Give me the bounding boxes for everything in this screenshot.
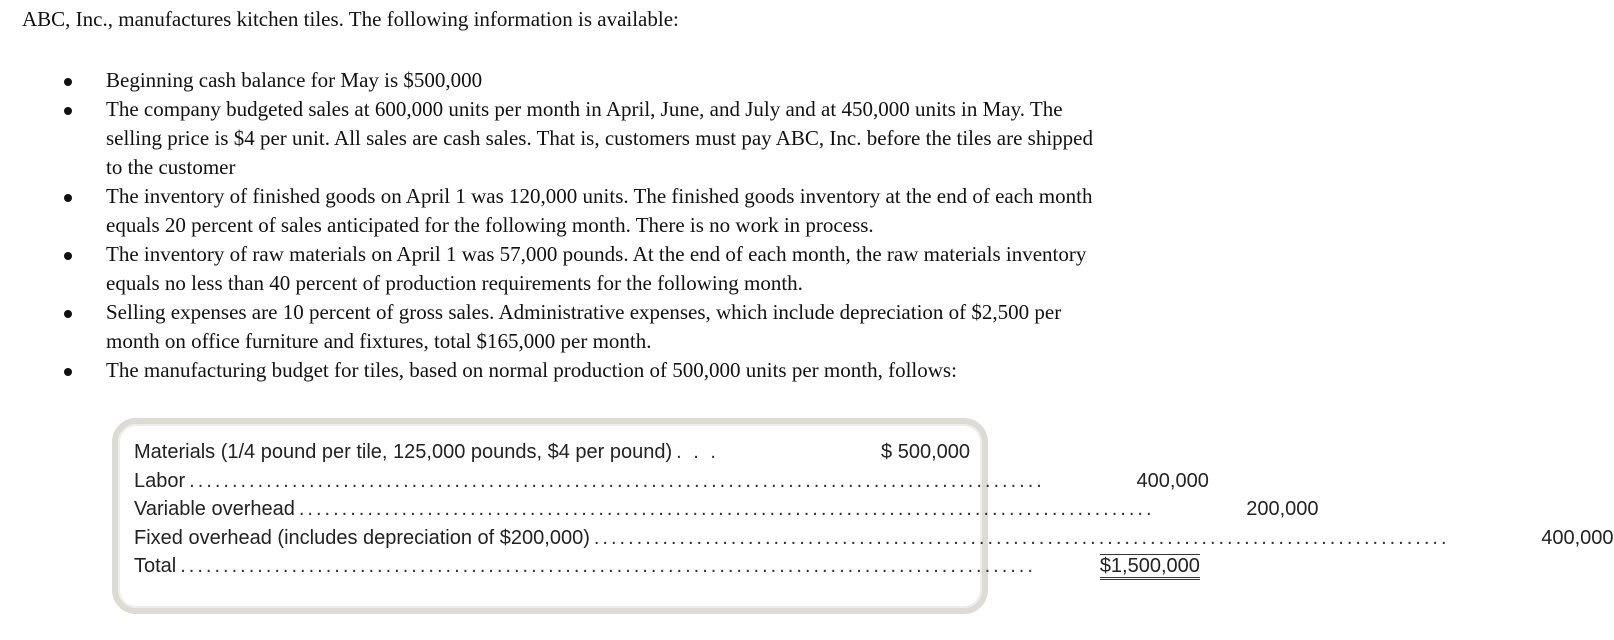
row-amount: 400,000 [1541,526,1614,549]
bullet-icon [64,368,72,376]
intro-text: ABC, Inc., manufactures kitchen tiles. The following information is available: [22,7,679,31]
bullet-icon [64,252,72,260]
dot-leader: .................................................................................................... [593,526,1450,549]
row-amount: $ 500,000 [881,441,970,463]
list-item-text: Beginning cash balance for May is $500,000 [106,68,483,92]
row-label: Labor [134,469,186,492]
list-item [0,298,1106,356]
bullet-icon [64,107,72,115]
dot-leader: . . . [676,441,719,463]
list-item [0,356,1106,385]
table-row [134,467,1209,496]
list-item [0,66,1106,95]
row-label: Fixed overhead (includes depreciation of $200,000) [134,526,590,549]
list-item [0,95,1106,182]
information-list [0,66,1176,385]
dot-leader: .................................................................................................... [189,469,1045,492]
list-item [0,182,1106,240]
list-item-text: Selling expenses are 10 percent of gross sales. Administrative expenses, which include depreciation of $2,500 per month on office furniture and fixtures, total $165,000 per month. [106,300,1062,353]
list-item-text: The inventory of finished goods on April 1 was 120,000 units. The finished goods inventory at the end of each month equals 20 percent of sales anticipated for the following month. There is no work in process. [106,184,1093,237]
list-item-text: The company budgeted sales at 600,000 units per month in April, June, and July and at 450,000 units in May. The selling price is $4 per unit. All sales are cash sales. That is, customers must pay ABC, Inc. before the tiles are shipped to the customer [106,97,1093,179]
row-label: Variable overhead [134,498,295,520]
list-item [0,240,1106,298]
row-amount: 200,000 [1246,498,1319,520]
bullet-icon [64,310,72,318]
bullet-icon [64,194,72,202]
total-amount: $1,500,000 [1100,554,1200,580]
table-row [134,524,1614,553]
total-amount-cell [1070,552,1200,581]
total-row [134,552,1200,581]
row-amount: 400,000 [1136,469,1209,492]
table-row [134,495,1319,524]
dot-leader: .................................................................................................... [180,555,1036,577]
total-label: Total [134,555,177,577]
list-item-text: The inventory of raw materials on April 1 was 57,000 pounds. At the end of each month, the raw materials inventory equals no less than 40 percent of production requirements for the following month. [106,242,1087,295]
list-item-text: The manufacturing budget for tiles, based on normal production of 500,000 units per month, follows: [106,358,957,382]
dot-leader: .................................................................................................... [298,498,1155,520]
table-row [134,438,970,467]
bullet-icon [64,78,72,86]
manufacturing-budget-table [134,438,1614,581]
manufacturing-budget-box [112,418,1614,614]
row-label: Materials (1/4 pound per tile, 125,000 pounds, $4 per pound) [134,441,673,463]
